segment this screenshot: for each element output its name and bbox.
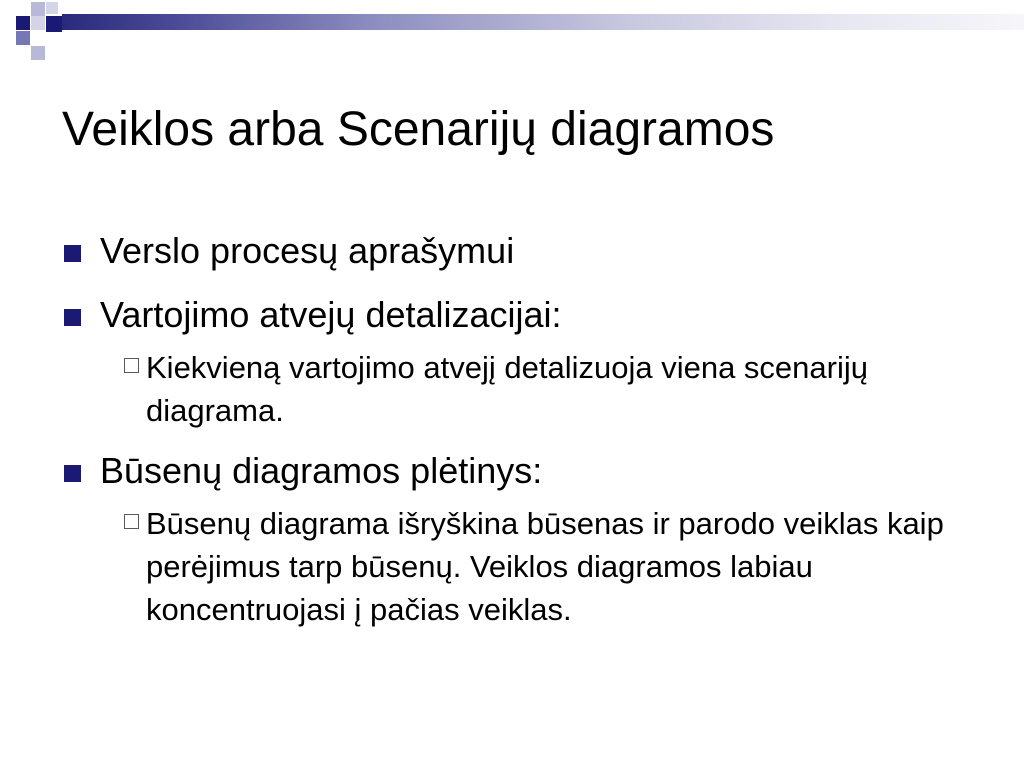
bullet-item — [62, 288, 962, 342]
bullet-text: Vartojimo atvejų detalizacijai: — [100, 294, 562, 335]
sub-bullet-text: Būsenų diagrama išryškina būsenas ir parodo veiklas kaip perėjimus tarp būsenų. Veiklos diagramos labiau koncentruojasi į pačias veiklas. — [146, 506, 944, 627]
decor-square-icon — [31, 16, 45, 30]
bullet-list — [62, 224, 962, 643]
decor-square-icon — [31, 2, 45, 16]
header-gradient-band — [62, 14, 1024, 30]
square-bullet-icon — [64, 465, 81, 482]
decor-square-icon — [46, 16, 62, 32]
decor-square-icon — [16, 31, 30, 45]
bullet-text: Būsenų diagramos plėtinys: — [100, 450, 543, 491]
sub-bullet-item — [146, 502, 966, 631]
square-bullet-icon — [64, 245, 81, 262]
bullet-item — [62, 224, 962, 278]
bullet-text: Verslo procesų aprašymui — [100, 230, 515, 271]
decor-square-icon — [16, 16, 30, 30]
square-bullet-icon — [64, 309, 81, 326]
decor-square-icon — [31, 46, 45, 60]
slide-title: Veiklos arba Scenarijų diagramos — [62, 103, 775, 156]
hollow-square-bullet-icon — [124, 358, 139, 373]
bullet-item — [62, 444, 962, 498]
sub-bullet-text: Kiekvieną vartojimo atvejį detalizuoja viena scenarijų diagrama. — [146, 350, 868, 428]
decor-square-icon — [46, 2, 58, 14]
sub-bullet-item — [146, 346, 966, 432]
hollow-square-bullet-icon — [124, 514, 139, 529]
